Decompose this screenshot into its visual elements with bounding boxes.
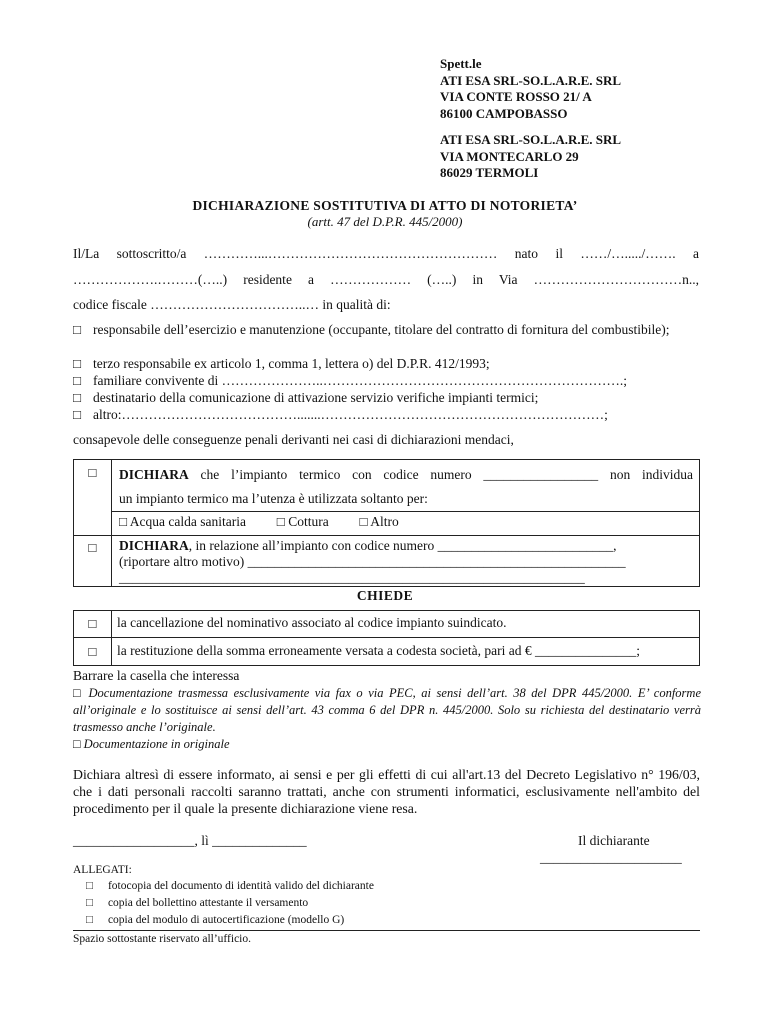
- chiede-title: CHIEDE: [356, 588, 414, 603]
- chiede-table: [73, 610, 700, 666]
- address-line: ATI ESA SRL-SO.L.A.R.E. SRL: [440, 132, 622, 147]
- checkbox[interactable]: □: [73, 390, 82, 405]
- dichiara-label: DICHIARA: [119, 467, 189, 482]
- document-title: DICHIARAZIONE SOSTITUTIVA DI ATTO DI NOTORIETA’: [192, 198, 578, 213]
- checkbox[interactable]: □: [73, 356, 82, 371]
- salutation: Spett.le: [440, 56, 482, 71]
- attachment-item: [86, 914, 344, 926]
- checkbox[interactable]: □: [88, 540, 97, 555]
- intro-line-2: ……………….………(…..) residente a ……………… (…..) in Via ……………………………n..,: [73, 272, 699, 287]
- address-line: 86100 CAMPOBASSO: [440, 105, 568, 121]
- role-text: destinatario della comunicazione di attivazione servizio verifiche impianti termici;: [93, 390, 539, 405]
- option-altro[interactable]: □ Altro: [359, 514, 399, 529]
- checkbox[interactable]: □: [73, 322, 82, 337]
- attachment-item: [86, 880, 374, 892]
- office-divider: [73, 930, 700, 931]
- signature-line[interactable]: _____________________: [540, 850, 682, 865]
- attachment-item: [86, 897, 308, 909]
- chiede-text: la restituzione della somma erroneamente versata a codesta società, pari ad € _______________;: [112, 638, 700, 666]
- attachments-title: ALLEGATI:: [73, 864, 132, 876]
- checkbox[interactable]: □: [88, 465, 97, 480]
- attachment-text: copia del bollettino attestante il versamento: [107, 897, 309, 909]
- checkbox[interactable]: □: [88, 644, 97, 659]
- intro-line-3: codice fiscale ……………………………..… in qualità di:: [73, 297, 391, 312]
- role-text: responsabile dell’esercizio e manutenzione (occupante, titolare del contratto di fornitura del combustibile);: [93, 322, 670, 337]
- awareness-text: consapevole delle conseguenze penali derivanti nei casi di dichiarazioni mendaci,: [73, 432, 514, 447]
- dichiara-text-2: un impianto termico ma l’utenza è utilizzata soltanto per:: [119, 491, 428, 506]
- address-line: VIA CONTE ROSSO 21/ A: [440, 89, 592, 104]
- option-cottura[interactable]: □ Cottura: [276, 514, 329, 529]
- address-line: 86029 TERMOLI: [440, 165, 539, 180]
- barrare-note: Barrare la casella che interessa: [73, 668, 240, 683]
- documentation-original: □ Documentazione in originale: [73, 737, 230, 751]
- role-text: familiare convivente di …………………..………………………………………………………….;: [93, 373, 627, 388]
- address-line: VIA MONTECARLO 29: [440, 148, 579, 164]
- checkbox[interactable]: □: [86, 914, 93, 926]
- role-item: [73, 389, 699, 406]
- dichiara-text: , in relazione all’impianto con codice numero __________________________,: [188, 538, 617, 553]
- address-line: ATI ESA SRL-SO.L.A.R.E. SRL: [440, 72, 622, 88]
- checkbox[interactable]: □: [73, 373, 82, 388]
- option-acqua[interactable]: □ Acqua calda sanitaria: [119, 514, 246, 529]
- dichiara-motivo-2: _____________________________________________________________________: [119, 570, 585, 585]
- checkbox[interactable]: □: [88, 616, 97, 631]
- recipient-block-2: [440, 132, 621, 182]
- checkbox[interactable]: □: [73, 407, 82, 422]
- dichiara-label: DICHIARA: [119, 538, 189, 553]
- role-item: [73, 372, 699, 389]
- intro-line-1: Il/La sottoscritto/a …………...…………………………………………… nato il ……/…...../……. a: [73, 246, 699, 261]
- privacy-statement: Dichiara altresì di essere informato, ai sensi e per gli effetti di cui all'art.13 del Decreto Legislativo n° 196/03, che i dati personali raccolti saranno trattati, anche con strumenti informatici, esclusivamente nell'ambito del procedimento per il quale la presente dichiarazione viene resa.: [73, 767, 700, 816]
- dichiara-table: [73, 459, 700, 587]
- checkbox[interactable]: □: [86, 880, 93, 892]
- role-item: [73, 355, 699, 372]
- recipient-block: [440, 56, 621, 122]
- declarant-label: Il dichiarante: [578, 833, 650, 848]
- dichiara-text: che l’impianto termico con codice numero _________________ non individua: [188, 467, 693, 482]
- role-item: [73, 321, 699, 338]
- role-item: [73, 406, 699, 423]
- document-subtitle: (artt. 47 del D.P.R. 445/2000): [307, 214, 463, 229]
- chiede-text: la cancellazione del nominativo associato al codice impianto suindicato.: [112, 611, 700, 638]
- documentation-note: □ Documentazione trasmessa esclusivamente via fax o via PEC, ai sensi dell’art. 38 del DPR 445/2000. E’ conforme all’originale e lo sostituisce ai sensi dell’art. 43 comma 6 del DPR n. 445/2000. Solo su richiesta del destinatario verrà trasmesso anche l’originale.: [73, 686, 701, 734]
- attachment-text: copia del modulo di autocertificazione (modello G): [107, 914, 345, 926]
- place-date: __________________, lì ______________: [73, 833, 307, 848]
- role-text: terzo responsabile ex articolo 1, comma 1, lettera o) del D.P.R. 412/1993;: [93, 356, 490, 371]
- office-note: Spazio sottostante riservato all’ufficio.: [73, 933, 251, 945]
- attachment-text: fotocopia del documento di identità valido del dichiarante: [107, 880, 374, 892]
- role-text: altro:………………………………….......………………………………………………………;: [93, 407, 608, 422]
- checkbox[interactable]: □: [86, 897, 93, 909]
- dichiara-motivo: (riportare altro motivo) ________________________________________________________: [119, 554, 626, 569]
